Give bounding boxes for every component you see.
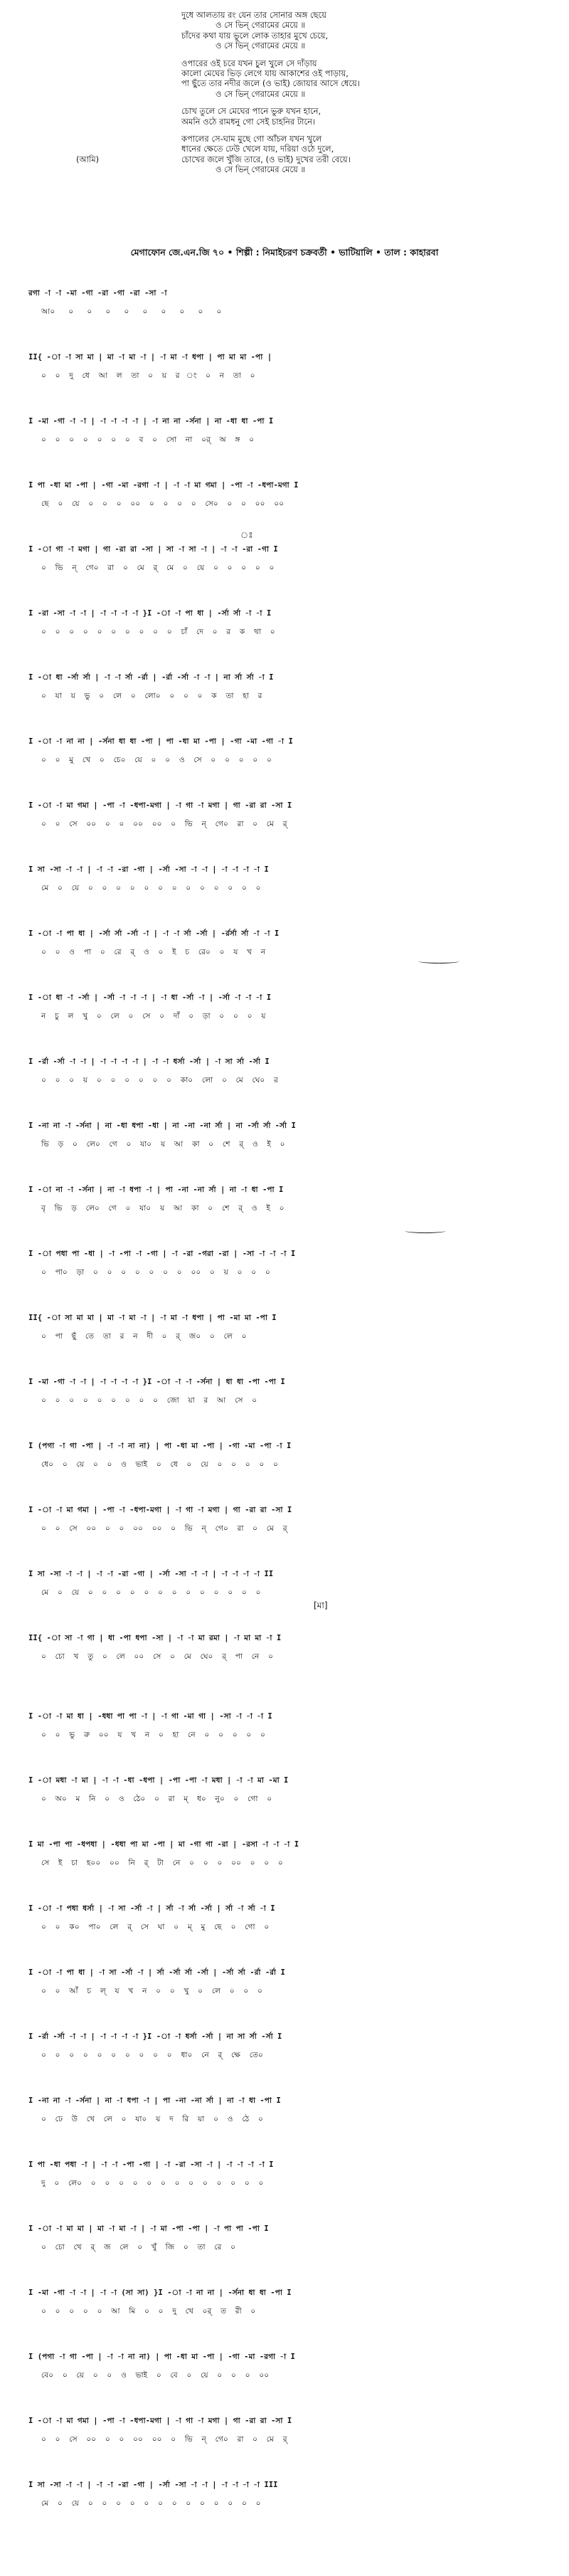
swara-line: I (পগা -া গা -পা | -া -া না না) | পা -ধা মা -পা | -গা -মা -পা -া I xyxy=(28,1442,292,1450)
lyric-syllable-line: মে ০ য়ে ০ ০ ০ ০ ০ ০ ০ ০ ০ ০ ০ ০ ০ xyxy=(41,884,261,892)
song-lyrics xyxy=(76,10,551,175)
swara-line: I -না না -া -র্সনা | না -া ধপা -া | পা -না -না র্সা | না -া ধা -পা I xyxy=(28,2096,281,2105)
lyric-syllable-line: মে ০ য়ে ০ ০ ০ ০ ০ ০ ০ ০ ০ ০ ০ ০ ০ xyxy=(41,2499,261,2508)
swara-line: I -া পধা পা -ধা | -া -পা -া -গা | -া -রা -গরা -রা | -সা -া -া -া I xyxy=(28,1250,296,1258)
lyric-syllable-line: ০ পা ছুঁ তে তা র ন দী ০ র্ জ০ ০ লে ০ xyxy=(41,1332,247,1341)
record-header: মেগাফোন জে.এন.জি ৭০ • শিল্পী : নিমাইচরণ চক্রবর্তী • ভাটিয়ালি • তাল : কাহারবা xyxy=(130,247,439,258)
swara-line: I -া -া পা ধা | -র্সা র্সা -র্সা -া | -া -া র্সা -র্সা | -র্রর্সা র্সা -া -া I xyxy=(28,929,280,938)
lyric-syllable-line: আ০ ০ ০ ০ ০ ০ ০ ০ ০ ০ xyxy=(41,307,222,316)
lyric-line: ও সে ভিন্‌ গেরামের মেয়ে ॥ xyxy=(216,41,305,51)
swara-line: II{ -া সা -া গা | ধা -পা ধপা -সা | -া -া মা রমা | -া মা মা -া I xyxy=(28,1634,282,1642)
lyric-syllable-line: ০ ০ ০ ০ ০ ০ ০ ০ ০ ০ ধা০ নে র্ ক্ষে তে০ xyxy=(41,2051,263,2059)
lyric-syllable-line: ছে ০ য়ে ০ ০ ০ ০০ ০ ০ ০ ০ সে০ ০ ০ ০০ ০০ xyxy=(41,500,284,508)
lyric-syllable-line: দু ০ লে০ ০ ০ ০ ০ ০ ০ ০ ০ ০ ০ ০ ০ ০ xyxy=(41,2179,264,2187)
swara-line: I -া -া মা গমা | -পা -া -ধপা-মগা | -া গা -া মগা | গা -রা রা -সা I xyxy=(28,2417,292,2425)
swara-line: II{ -া সা মা মা | মা -া মা -া | -া মা -া ধপা | পা -মা মা -পা I xyxy=(28,1314,277,1322)
lyric-syllable-line: ০ ০ ০ ০ ০ ০ ০ ০ ০ ০ চাঁ দে ০ র ক থা ০ xyxy=(41,628,275,636)
lyric-syllable-line: ০ ০ ও পা ০ রে র্ ও ০ ই চ রে০ ০ য খ ন xyxy=(41,948,266,956)
lyric-line: ও সে ভিন্‌ গেরামের মেয়ে ॥ xyxy=(216,164,305,175)
swara-line: I -না না -া -র্সনা | না -ধা ধপা -ধা | না -না -না র্সা | না -র্সা র্সা -র্সা I xyxy=(28,1121,296,1130)
lyric-syllable-line: ০ পা০ ড়া ০ ০ ০ ০ ০ ০ ০ ০০ ০ য় ০ ০ ০ xyxy=(41,1268,270,1277)
lyric-syllable-line: ন চু ল খু ০ লে ০ সে ০ দাঁ ০ ড়া ০ ০ ০ য় xyxy=(41,1012,266,1020)
lyric-syllable-line: ০ ভি ন্ গে০ রা ০ মে র্ মে ০ য়ে ০ ০ ০ ০ ০ xyxy=(41,564,275,572)
lyric-syllable-line: ০ অ০ ম নি ০ ও ঠে০ ০ রা ম্ ধ০ নু০ ০ গো ০ xyxy=(41,1795,272,1803)
swara-line: I -া ধা -া -র্সা | -র্সা -া -া -া | -া ধা -র্সা -া | -র্সা -া -া -া I xyxy=(28,993,272,1002)
swara-line: I -র্রা -র্সা -া -া | -া -া -া -া }I -া -া ধর্সা -র্সা | না সা র্সা -র্সা I xyxy=(28,2032,282,2041)
section-colon-marker: ঃ xyxy=(240,530,253,540)
swara-line: I পা -ধা পধা -া | -া -া -পা -গা | -া -রা -সা -া | -া -া -া -া I xyxy=(28,2160,274,2169)
lyric-line-text: চোখের জলে খুঁজি তারে, (ও ভাই) দুখের তরী বেয়ে। xyxy=(181,154,351,164)
lyric-syllable-line: মে ০ য়ে ০ ০ ০ ০ ০ ০ ০ ০ ০ ০ ০ ০ ০ xyxy=(41,1588,261,1597)
swara-line: I -মা -গা -া -া | -া -া (সা সা) }I -া -া না না | -র্সনা ধা ধা -পা I xyxy=(28,2289,292,2297)
lyric-syllable-line: ০ ০ মু খে ০ চে০ য়ে ০ ০ ও সে ০ ০ ০ ০ ০ xyxy=(41,756,272,764)
swara-line: I -া -া মা গমা | -পা -া -ধপা-মগা | -া গা -া মগা | গা -রা রা -সা I xyxy=(28,801,292,810)
swara-line: I -া -া পধা ধর্সা | -া সা -র্সা -া | র্সা -া র্সা -র্সা | র্সা -া র্সা -া I xyxy=(28,1904,275,1913)
swara-line: I সা -সা -া -া | -া -া -রা -গা | -র্সা -সা -া -া | -া -া -া -া I xyxy=(28,865,269,874)
lyric-line: দুধে আলতায় রং যেন তার সোনার অঙ্গ ছেয়ে xyxy=(181,10,326,20)
lyric-line: ওপারের ওই চরে যখন চুল খুলে সে দাঁড়ায় xyxy=(181,58,317,68)
swara-line: I -া -া মা ধা | -ধধা পা পা -া | -া গা -মা গা | -সা -া -া -া I xyxy=(28,1712,272,1721)
lyric-syllable-line: ০ ০ আঁ চ ল্ য খ ন ০ ০ খু ০ লে ০ ০ ০ xyxy=(41,1987,262,1995)
lyric-syllable-line: ০ যা য় ভু ০ লে ০ লো০ ০ ০ ০ ক তা হা র xyxy=(41,692,262,700)
lyric-line: চোখ তুলে সে মেঘের পানে ভুরু যখন হানে, xyxy=(181,106,321,117)
swara-line: I -া -া পা ধা | -া সা -র্সা -া | র্সা -র্সা র্সা -র্সা | -র্সা র্সা -র্রা -র্রা I xyxy=(28,1968,285,1977)
lyric-syllable-line: ০ ০ দু ধে আ ল তা ০ য় র ং ০ ন তা ০ xyxy=(41,371,255,380)
section-bracket-marker: [মা] xyxy=(314,1600,328,1610)
swara-line: I -া না -া -র্সনা | না -া ধপা -া | পা -না -না র্সা | না -া ধা -পা I xyxy=(28,1186,284,1194)
swara-line: I -া -া না না | -র্সনা ধা ধা -পা | পা -ধা মা -পা | -গা -মা -গা -া I xyxy=(28,737,293,746)
swara-line: I সা -সা -া -া | -া -া -রা -গা | -র্সা -সা -া -া | -া -া -া -া II xyxy=(28,1570,274,1578)
swara-line: I -রা -সা -া -া | -া -া -া -া }I -া -া পা ধা | -র্সা র্সা -া -া I xyxy=(28,609,272,618)
swara-line: I মা -পা পা -ধপধা | -ধধা পা মা -পা | মা -গা গা -রা | -রসা -া -া -া I xyxy=(28,1840,299,1849)
slur-mark-2 xyxy=(405,1228,446,1233)
swara-line: I -া গা -া মগা | গা -রা রা -সা | সা -া সা -া | -া -া -রা -গা I xyxy=(28,545,278,554)
swara-line: I -মা -গা -া -া | -া -া -া -া }I -া -া -া -র্সনা | ধা ধা -পা -পা I xyxy=(28,1378,285,1386)
lyric-syllable-line: ০ ০ সে ০০ ০ ০ ০০ ০০ ০ ভি ন্ গে০ রা ০ মে র্ xyxy=(41,820,287,828)
lyric-line: পা ছুঁতে তার নদীর জলে (ও ভাই) জোয়ার আসে ধেয়ে। xyxy=(181,78,360,89)
stanza-gap xyxy=(181,99,551,106)
swara-line: I সা -সা -া -া | -া -া -রা -গা | -র্সা -সা -া -া | -া -া -া -া III xyxy=(28,2481,278,2489)
lyric-syllable-line: বে০ ০ য়ে ০ ০ ও ভাই ০ বে ০ য়ে ০ ০ ০ ০০ xyxy=(41,2371,270,2380)
lyric-syllable-line: ০ ০ ০ ০ ০ ০ ০ ব ০ সো না ০র্ অ ঙ্গ ০ xyxy=(41,436,255,444)
swara-line: I (পগা -া গা -পা | -া -া না না) | পা -ধা মা -পা | -গা -মা -রগা -া I xyxy=(28,2353,295,2361)
swara-line: I -া -া মা মা | মা -া মা -া | -া মা -পা -পা | -া পা পা -পা I xyxy=(28,2224,269,2233)
lyric-syllable-line: বৃ ভি ড় লে০ গে ০ যা০ য় আ কা ০ শে র্ ও ই ০ xyxy=(41,1204,284,1213)
lyric-syllable-line: ভি ড় ০ লে০ গে ০ যা০ য় আ কা ০ শে র্ ও ই ০ xyxy=(41,1140,285,1149)
lyric-line: ও সে ভিন্‌ গেরামের মেয়ে ॥ xyxy=(216,88,305,99)
lyric-syllable-line: ০ চো খ তু ০ লে ০০ সে ০ মে ঘে০ র্ পা নে ০ xyxy=(41,1652,274,1661)
lyric-syllable-line: ০ ০ ০ ০ ০ ০ ০ ০ ০ জো য়া র আ সে ০ xyxy=(41,1396,257,1405)
lyric-line: চাঁদের কথা যায় ভুলে লোক তাহার মুখে চেয়ে, xyxy=(181,30,329,41)
lyric-syllable-line: ০ ০ ০ য় ০ ০ ০ ০ ০ ০ কা০ লো ০ মে ঘে০ র xyxy=(41,1076,278,1084)
lyric-line: ধানের ক্ষেতে ঢেউ খেলে যায়, দরিয়া ওঠে দুলে, xyxy=(181,144,334,154)
swara-line: I -মা -গা -া -া | -া -া -া -া | -া না না -র্সনা | না -ধা ধা -পা I xyxy=(28,417,274,426)
lyric-line: কপালের সে-ঘাম মুছে গো আঁচল যখন খুলে xyxy=(181,133,322,144)
swara-line: I -া -া মা গমা | -পা -া -ধপা-মগা | -া গা -া মগা | গা -রা রা -সা I xyxy=(28,1506,292,1514)
swara-line: I -া মধা -া মা | -া -া -ধা -ধপা | -পা -পা -া মধা | -া -া মা -মা I xyxy=(28,1776,289,1785)
stanza-gap xyxy=(181,51,551,58)
lyric-line: ও সে ভিন্‌ গেরামের মেয়ে ॥ xyxy=(216,20,305,31)
slur-mark-1 xyxy=(418,959,459,964)
lyric-line xyxy=(76,154,551,164)
stanza-gap xyxy=(181,127,551,134)
lyric-line: অমনি ওঠে রামধনু গো সেই চাহনির টানে। xyxy=(181,116,316,127)
lyric-syllable-line: সে ই চা হ০০ ০০ নি র্ টা নে ০ ০ ০ ০০ ০ ০ ০ xyxy=(41,1859,283,1867)
swara-line: I -া ধা -র্সা র্সা | -া -া র্সা -র্রা | -র্রা -র্সা -া -া | না র্সা র্সা -া I xyxy=(28,673,274,682)
lyric-prefix: (আমি) xyxy=(76,154,100,164)
swara-line: II{ -া -া সা মা | মা -া মা -া | -া মা -া ধপা | পা মা মা -পা | xyxy=(28,353,272,361)
lyric-syllable-line: ০ ০ ০ ০ ০ আ মি ০ ০ দু খে ০র্ ত রী ০ xyxy=(41,2307,256,2316)
lyric-syllable-line: ০ ০ ক০ পা০ লে র্ সে ঘা ০ ম্ মু ছে ০ গো ০ xyxy=(41,1923,270,1931)
swara-line: I -র্রা -র্সা -া -া | -া -া -া -া | -া -া ধর্সা -র্সা | -া সা র্সা -র্সা I xyxy=(28,1057,270,1066)
lyric-syllable-line: ধে০ ০ য়ে ০ ০ ও ভাই ০ ধে ০ য়ে ০ ০ ০ ০ ০ xyxy=(41,1460,278,1469)
lyric-line: কালো মেঘের ভিড় লেগে যায় আকাশের ওই পাড়ায়, xyxy=(181,68,349,78)
swara-line: I পা -ধা মা -পা | -গা -মা -রগা -া | -া -া মা গমা | -পা -া -ধপা-মগা I xyxy=(28,481,299,490)
lyric-syllable-line: ০ ঢে উ খে লে ০ যা০ য় দ রি য়া ০ ও ঠে ০ xyxy=(41,2115,263,2123)
lyric-syllable-line: ০ ০ ভু রু ০০ য খ ন ০ হা নে ০ ০ ০ ০ ০ xyxy=(41,1731,265,1739)
lyric-syllable-line: ০ চো খে র্ জ লে ০ খুঁ জি ০ তা রে ০ xyxy=(41,2243,236,2252)
swara-line: রগা -া -া -মা -গা -রা -গা -রা -সা -া xyxy=(28,289,167,297)
lyric-syllable-line: ০ ০ সে ০০ ০ ০ ০০ ০০ ০ ভি ন্ গে০ রা ০ মে র্ xyxy=(41,1524,287,1533)
lyric-syllable-line: ০ ০ সে ০০ ০ ০ ০০ ০০ ০ ভি ন্ গে০ রা ০ মে র্ xyxy=(41,2435,287,2444)
